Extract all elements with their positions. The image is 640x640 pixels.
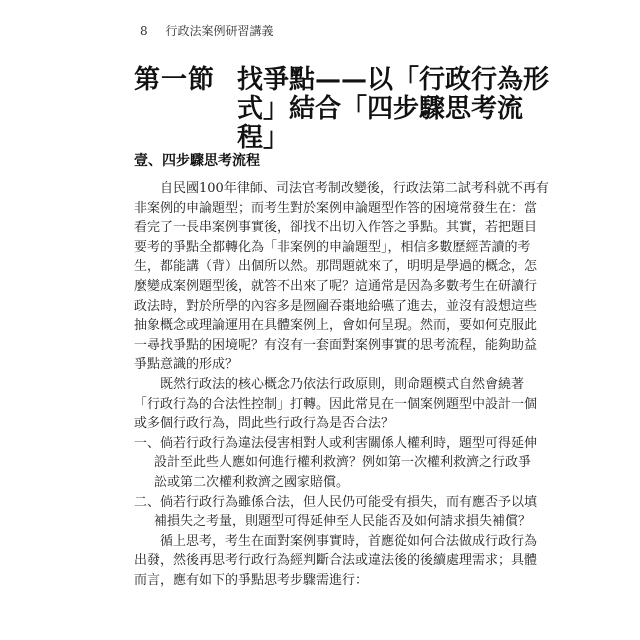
book-title: 行政法案例研習講義 (165, 24, 274, 38)
body-line: 要考的爭點全都轉化為「非案例的申論題型」，相信多數歷經苦讀的考 (134, 239, 531, 255)
running-header (140, 22, 273, 39)
body-line: 二、倘若行政行為雖係合法，但人民仍可能受有損失，而有應否予以填 (134, 494, 538, 510)
section-title-line: 程」 (237, 123, 290, 153)
body-line: 非案例的申論題型；而考生對於案例申論題型作答的困境常發生在：當 (134, 200, 538, 216)
body-line: 一尋找爭點的困境呢？有沒有一套面對案例事實的思考流程，能夠助益 (134, 337, 538, 353)
section-title-line: 找爭點——以「行政行為形 (237, 65, 550, 95)
body-line: 抽象概念或理論運用在具體案例上，會如何呈現。然而，要如何克服此 (134, 318, 538, 334)
body-line: 一、倘若行政行為違法侵害相對人或利害關係人權利時，題型可得延伸 (134, 435, 538, 451)
body-line: 政法時，對於所學的內容多是囫圇吞棗地給嚥了進去，並沒有設想這些 (134, 298, 538, 314)
section-heading (134, 65, 550, 153)
body-line: 出發，然後再思考行政行為經判斷合法或違法後的後續處理需求；具體 (134, 553, 538, 569)
body-line: 設計至此些人應如何進行權利救濟？例如第一次權利救濟之行政爭 (154, 455, 532, 471)
body-line: 或多個行政行為，問此些行政行為是否合法？ (134, 416, 395, 432)
section-title-line: 式」結合「四步驟思考流 (237, 94, 524, 124)
body-line: 自民國100年律師、司法官考制改變後，行政法第二試考科就不再有 (160, 181, 549, 196)
body-line: 既然行政法的核心概念乃依法行政原則，則命題模式自然會繞著 (160, 376, 525, 392)
body-line: 「行政行為的合法性控制」打轉。因此常見在一個案例題型中設計一個 (134, 396, 538, 412)
body-line: 看完了一長串案例事實後，卻找不出切入作答之爭點。其實，若把題目 (134, 220, 538, 236)
body-line: 訟或第二次權利救濟之國家賠償。 (154, 474, 350, 490)
body-line: 爭點意識的形成？ (134, 357, 239, 373)
body-line: 生，都能講（背）出個所以然。那問題就來了，明明是學過的概念，怎 (134, 259, 538, 275)
section-title (237, 66, 549, 153)
section-number: 第一節 (134, 65, 216, 95)
body-line: 麼變成案例題型後，就答不出來了呢？這通常是因為多數考生在研讀行 (134, 278, 538, 294)
body-text (134, 179, 549, 590)
subheading: 壹、四步驟思考流程 (134, 153, 260, 169)
body-line: 而言，應有如下的爭點思考步驟需進行： (134, 572, 369, 588)
page-number: 8 (140, 24, 148, 38)
body-line: 循上思考，考生在面對案例事實時，首應從如何合法做成行政行為 (160, 533, 538, 549)
body-line: 補損失之考量，則題型可得延伸至人民能否及如何請求損失補償？ (154, 514, 532, 530)
